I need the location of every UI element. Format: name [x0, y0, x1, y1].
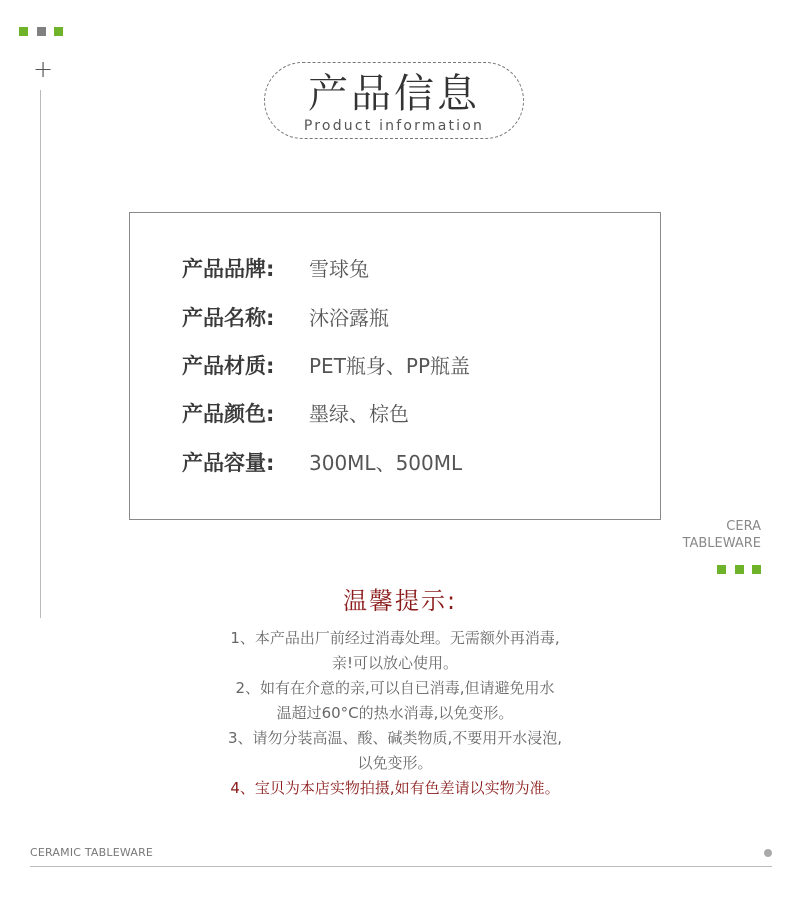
info-label: 产品颜色:	[182, 402, 275, 426]
info-label: 产品品牌:	[182, 257, 275, 281]
info-row-color	[182, 399, 409, 429]
info-row-material	[182, 351, 470, 381]
side-brand-line1: CERA	[726, 519, 761, 534]
gray-square-decoration	[37, 27, 46, 36]
section-title: 产品信息	[308, 71, 480, 117]
tip-line: 温超过60°C的热水消毒,以免变形。	[276, 704, 514, 722]
green-square-decoration	[19, 27, 28, 36]
footer-divider	[30, 866, 772, 867]
info-row-name	[182, 303, 389, 333]
info-value: 300ML、500ML	[309, 451, 463, 475]
info-row-capacity	[182, 448, 462, 478]
info-label: 产品名称:	[182, 306, 275, 330]
tip-line: 亲!可以放心使用。	[331, 654, 458, 672]
info-value: 墨绿、棕色	[309, 402, 409, 426]
tip-line: 2、如有在介意的亲,可以自已消毒,但请避免用水	[235, 679, 555, 697]
info-label: 产品材质:	[182, 354, 275, 378]
info-value: PET瓶身、PP瓶盖	[309, 354, 471, 378]
green-square-decoration	[717, 565, 726, 574]
tip-line: 1、本产品出厂前经过消毒处理。无需额外再消毒,	[230, 629, 560, 647]
footer-brand-text: CERAMIC TABLEWARE	[30, 846, 154, 859]
tip-line: 以免变形。	[357, 754, 433, 772]
tip-line: 3、请勿分装高温、酸、碱类物质,不要用开水浸泡,	[227, 729, 563, 747]
info-row-brand	[182, 254, 369, 284]
tips-title: 温馨提示:	[342, 587, 458, 615]
info-value: 雪球兔	[309, 257, 369, 281]
info-value: 沐浴露瓶	[309, 306, 389, 330]
side-brand-line2: TABLEWARE	[682, 536, 761, 551]
vertical-divider	[40, 90, 41, 618]
green-square-decoration	[735, 565, 744, 574]
plus-icon: +	[33, 55, 54, 83]
green-square-decoration	[752, 565, 761, 574]
section-title-badge	[264, 62, 524, 139]
tip-line-highlight: 4、宝贝为本店实物拍摄,如有色差请以实物为准。	[230, 779, 560, 797]
product-info-box	[129, 212, 661, 520]
green-square-decoration	[54, 27, 63, 36]
section-subtitle: Product information	[303, 118, 485, 134]
dot-icon	[764, 849, 772, 857]
info-label: 产品容量:	[182, 451, 275, 475]
